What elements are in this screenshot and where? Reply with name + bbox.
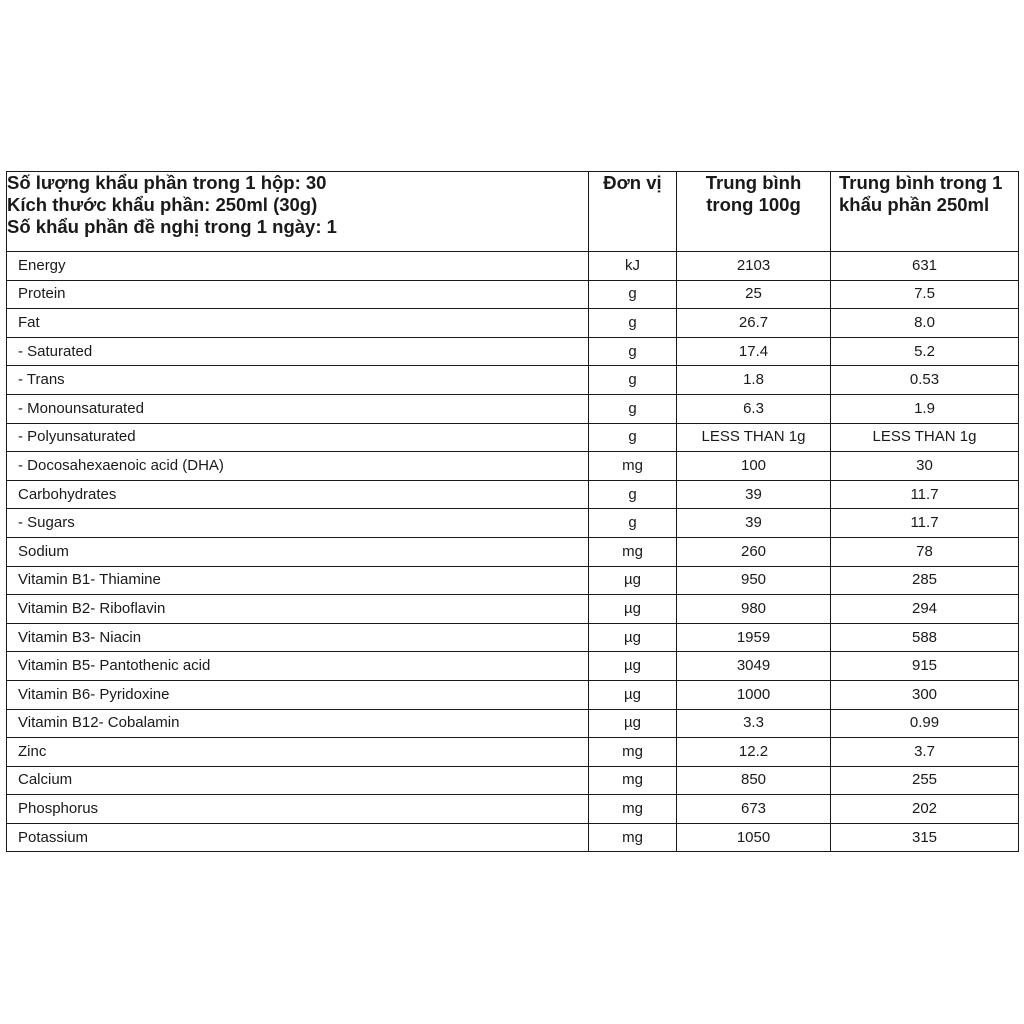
value-per-100g: 3049 <box>677 652 831 681</box>
avg-100g-header-line2: trong 100g <box>706 194 801 215</box>
nutrient-unit: g <box>589 509 677 538</box>
value-per-100g: 39 <box>677 480 831 509</box>
nutrient-unit: mg <box>589 452 677 481</box>
table-row <box>7 509 1019 538</box>
value-per-100g: 26.7 <box>677 309 831 338</box>
nutrient-unit: g <box>589 480 677 509</box>
table-row <box>7 766 1019 795</box>
value-per-100g: 260 <box>677 537 831 566</box>
nutrient-unit: g <box>589 309 677 338</box>
avg-100g-header-line1: Trung bình <box>705 172 802 193</box>
value-per-100g: 100 <box>677 452 831 481</box>
table-row <box>7 452 1019 481</box>
nutrient-unit: mg <box>589 823 677 852</box>
value-per-100g: 17.4 <box>677 337 831 366</box>
nutrient-unit: µg <box>589 652 677 681</box>
nutrient-name: - Docosahexaenoic acid (DHA) <box>7 452 589 481</box>
nutrient-unit: g <box>589 366 677 395</box>
value-per-serving: 1.9 <box>831 394 1019 423</box>
nutrient-unit: g <box>589 337 677 366</box>
value-per-100g: 1050 <box>677 823 831 852</box>
value-per-serving: LESS THAN 1g <box>831 423 1019 452</box>
value-per-serving: 588 <box>831 623 1019 652</box>
value-per-serving: 0.99 <box>831 709 1019 738</box>
value-per-serving: 294 <box>831 595 1019 624</box>
nutrient-name: Protein <box>7 280 589 309</box>
nutrient-name: Vitamin B1- Thiamine <box>7 566 589 595</box>
nutrient-name: Fat <box>7 309 589 338</box>
value-per-100g: 980 <box>677 595 831 624</box>
nutrient-name: Vitamin B3- Niacin <box>7 623 589 652</box>
value-per-serving: 8.0 <box>831 309 1019 338</box>
nutrient-name: - Saturated <box>7 337 589 366</box>
value-per-100g: 25 <box>677 280 831 309</box>
table-row <box>7 566 1019 595</box>
table-row <box>7 337 1019 366</box>
unit-column-header: Đơn vị <box>589 172 677 252</box>
nutrient-unit: kJ <box>589 252 677 281</box>
nutrient-name: - Monounsaturated <box>7 394 589 423</box>
nutrient-name: Vitamin B5- Pantothenic acid <box>7 652 589 681</box>
table-row <box>7 680 1019 709</box>
nutrient-name: Energy <box>7 252 589 281</box>
value-per-100g: 673 <box>677 795 831 824</box>
table-row <box>7 280 1019 309</box>
value-per-serving: 78 <box>831 537 1019 566</box>
avg-serving-header-line1: Trung bình trong 1 <box>839 172 1003 193</box>
value-per-100g: 850 <box>677 766 831 795</box>
recommended-servings: Số khẩu phần đề nghị trong 1 ngày: 1 <box>7 216 337 237</box>
value-per-serving: 30 <box>831 452 1019 481</box>
value-per-serving: 7.5 <box>831 280 1019 309</box>
nutrient-name: Calcium <box>7 766 589 795</box>
value-per-100g: 6.3 <box>677 394 831 423</box>
value-per-serving: 915 <box>831 652 1019 681</box>
value-per-100g: 950 <box>677 566 831 595</box>
table-row <box>7 252 1019 281</box>
value-per-serving: 631 <box>831 252 1019 281</box>
nutrient-name: Phosphorus <box>7 795 589 824</box>
avg-serving-header-line2: khẩu phần 250ml <box>839 194 990 215</box>
nutrient-unit: g <box>589 423 677 452</box>
value-per-100g: 1.8 <box>677 366 831 395</box>
value-per-100g: 1959 <box>677 623 831 652</box>
value-per-serving: 315 <box>831 823 1019 852</box>
nutrient-name: Vitamin B2- Riboflavin <box>7 595 589 624</box>
nutrient-name: Zinc <box>7 738 589 767</box>
table-row <box>7 480 1019 509</box>
value-per-serving: 285 <box>831 566 1019 595</box>
nutrient-unit: µg <box>589 709 677 738</box>
nutrient-name: Potassium <box>7 823 589 852</box>
value-per-serving: 11.7 <box>831 509 1019 538</box>
nutrient-unit: mg <box>589 537 677 566</box>
table-row <box>7 366 1019 395</box>
value-per-100g: 3.3 <box>677 709 831 738</box>
value-per-100g: 39 <box>677 509 831 538</box>
avg-serving-column-header <box>831 172 1019 252</box>
table-row <box>7 623 1019 652</box>
table-row <box>7 823 1019 852</box>
nutrient-name: - Sugars <box>7 509 589 538</box>
value-per-serving: 255 <box>831 766 1019 795</box>
servings-per-pack: Số lượng khẩu phần trong 1 hộp: 30 <box>7 172 327 193</box>
table-row <box>7 309 1019 338</box>
nutrient-name: Vitamin B12- Cobalamin <box>7 709 589 738</box>
value-per-serving: 11.7 <box>831 480 1019 509</box>
nutrient-unit: µg <box>589 566 677 595</box>
table-row <box>7 795 1019 824</box>
table-row <box>7 652 1019 681</box>
table-row <box>7 709 1019 738</box>
value-per-serving: 300 <box>831 680 1019 709</box>
nutrient-name: - Trans <box>7 366 589 395</box>
nutrient-unit: µg <box>589 595 677 624</box>
nutrient-name: Vitamin B6- Pyridoxine <box>7 680 589 709</box>
table-row <box>7 423 1019 452</box>
table-row <box>7 394 1019 423</box>
value-per-100g: 1000 <box>677 680 831 709</box>
table-row <box>7 738 1019 767</box>
value-per-serving: 0.53 <box>831 366 1019 395</box>
nutrient-unit: g <box>589 280 677 309</box>
nutrient-unit: µg <box>589 623 677 652</box>
value-per-serving: 202 <box>831 795 1019 824</box>
serving-info-header <box>7 172 589 252</box>
serving-size: Kích thước khẩu phần: 250ml (30g) <box>7 194 318 215</box>
value-per-100g: 12.2 <box>677 738 831 767</box>
nutrient-name: Carbohydrates <box>7 480 589 509</box>
table-header-row <box>7 172 1019 252</box>
value-per-serving: 3.7 <box>831 738 1019 767</box>
table-row <box>7 595 1019 624</box>
value-per-serving: 5.2 <box>831 337 1019 366</box>
nutrient-unit: mg <box>589 795 677 824</box>
value-per-100g: LESS THAN 1g <box>677 423 831 452</box>
nutrition-table <box>6 171 1019 852</box>
nutrient-unit: mg <box>589 738 677 767</box>
table-row <box>7 537 1019 566</box>
nutrient-name: Sodium <box>7 537 589 566</box>
nutrient-unit: g <box>589 394 677 423</box>
avg-100g-column-header <box>677 172 831 252</box>
nutrient-name: - Polyunsaturated <box>7 423 589 452</box>
nutrient-unit: mg <box>589 766 677 795</box>
value-per-100g: 2103 <box>677 252 831 281</box>
nutrient-unit: µg <box>589 680 677 709</box>
